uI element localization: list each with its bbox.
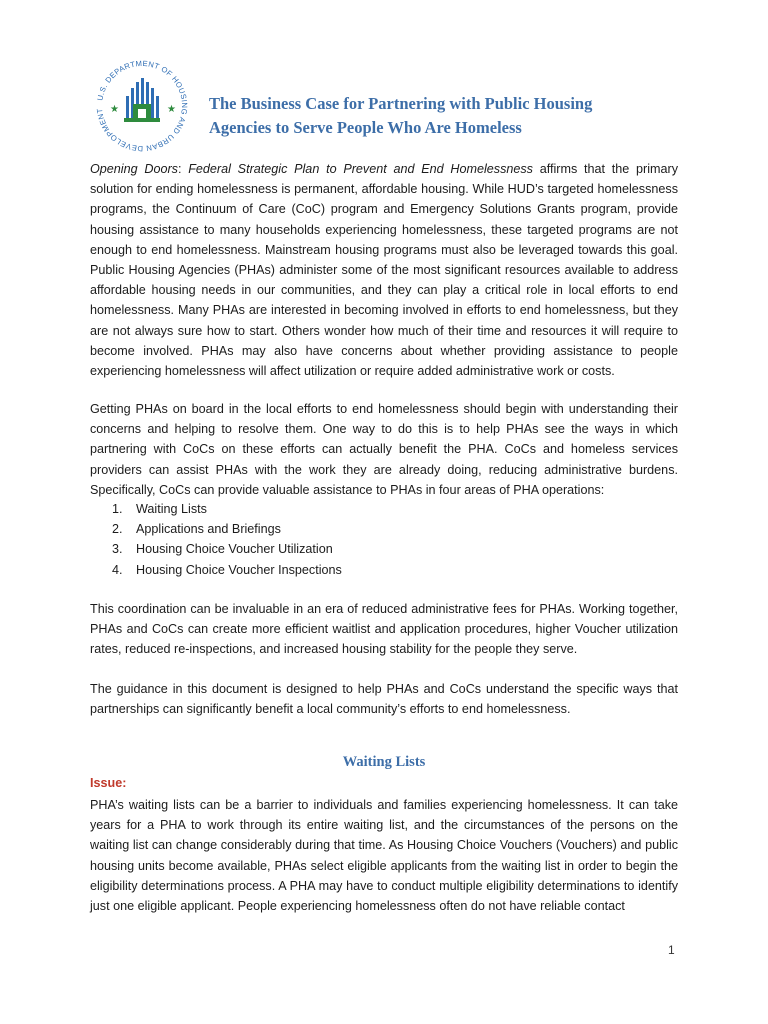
paragraph-4: The guidance in this document is designed to help PHAs and CoCs understand the specific ways that partnerships can significantly benefit a local community’s efforts to end homelessness. xyxy=(90,682,678,717)
paragraph-3: This coordination can be invaluable in an era of reduced administrative fees for PHAs. Working together, PHAs and CoCs can create more efficient waitlist and application procedures, higher Voucher utilization rates, reduced re-inspections, and increased housing stability for the people they serve. xyxy=(90,602,678,657)
issue-label: Issue: xyxy=(90,776,127,790)
list-number: 4. xyxy=(112,562,123,577)
hud-seal-logo xyxy=(88,52,196,160)
intro-sep: : xyxy=(177,162,189,176)
list-item xyxy=(112,519,342,539)
intro-rest: affirms that the primary solution for ending homelessness is permanent, affordable housing. While HUD’s targeted homelessness programs, the Continuum of Care (CoC) program and Emergency Solutions Grants program, provide housing assistance to many households experiencing homelessness, these targeted programs are not enough to end homelessness. Mainstream housing programs must also be leveraged towards this goal. Public Housing Agencies (PHAs) administer some of the most significant resources available to address affordable housing needs in our communities, and they can play a critical role in local efforts to end homelessness. Many PHAs are interested in becoming involved in efforts to end homelessness, but they are not always sure how to start. Others wonder how much of their time and resources it will require to become involved. PHAs may also have concerns about whether providing assistance to people experiencing homelessness will affect utilization or require added administrative work or costs. xyxy=(90,162,679,379)
list-item xyxy=(112,499,342,519)
section-heading-waiting-lists: Waiting Lists xyxy=(342,754,426,770)
list-item xyxy=(112,539,342,559)
title-line-2: Agencies to Serve People Who Are Homeless xyxy=(209,118,522,137)
title-line-1: The Business Case for Partnering with Public Housing xyxy=(209,94,593,113)
page-number: 1 xyxy=(668,943,675,957)
operations-list xyxy=(112,499,342,580)
waiting-lists-paragraph: PHA’s waiting lists can be a barrier to individuals and families experiencing homelessness. It can take years for a PHA to work through its entire waiting list, and the circumstances of the persons on the waiting list can change considerably during that time. As Housing Choice Vouchers (Vouchers) and public housing units become available, PHAs select eligible applicants from the waiting list in order to begin the eligibility determinations process. A PHA may have to conduct multiple eligibility determinations to identify just one eligible applicant. People experiencing homelessness often do not have reliable contact xyxy=(90,798,678,914)
document-title xyxy=(209,92,679,140)
list-text: Applications and Briefings xyxy=(136,522,281,537)
paragraph-2: Getting PHAs on board in the local efforts to end homelessness should begin with understanding their concerns and helping to resolve them. One way to do this is to help PHAs see the ways in which partnering with CoCs on these efforts can actually benefit the PHA. CoCs and homeless services providers can assist PHAs with the work they are already doing, reducing administrative burdens. Specifically, CoCs can provide valuable assistance to PHAs in four areas of PHA operations: xyxy=(90,402,678,497)
list-text: Housing Choice Voucher Utilization xyxy=(136,542,333,557)
list-number: 3. xyxy=(112,542,123,557)
list-item xyxy=(112,560,342,580)
svg-text:★: ★ xyxy=(167,104,176,115)
intro-italic-1: Opening Doors xyxy=(90,162,178,176)
list-number: 1. xyxy=(112,502,123,516)
list-text: Housing Choice Voucher Inspections xyxy=(136,562,342,577)
svg-text:★: ★ xyxy=(110,104,119,115)
intro-paragraph xyxy=(90,159,678,381)
intro-italic-2: Federal Strategic Plan to Prevent and End Homelessness xyxy=(188,162,533,176)
list-text: Waiting Lists xyxy=(136,502,207,516)
list-number: 2. xyxy=(112,522,123,537)
svg-text:U.S. DEPARTMENT OF HOUSING AND: U.S. DEPARTMENT OF HOUSING AND URBAN DEVELOPMENT xyxy=(95,58,190,154)
